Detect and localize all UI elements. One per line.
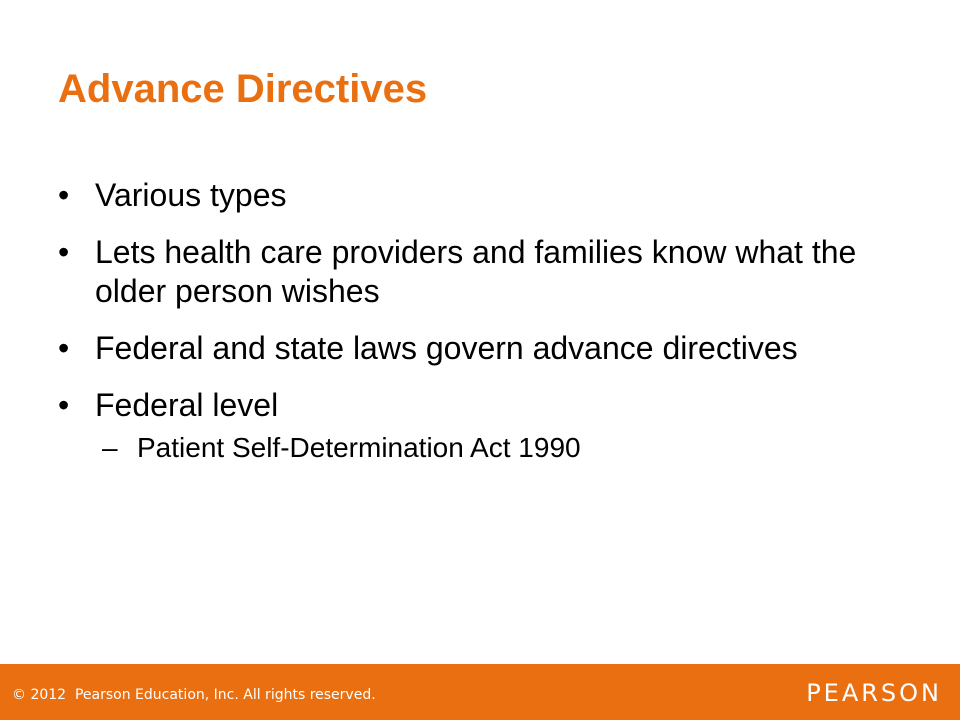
dash-icon: –: [102, 432, 118, 463]
footer-bar: [0, 664, 960, 720]
bullet-list: [58, 176, 918, 465]
copyright-notice: © 2012 Pearson Education, Inc. All rights reserved.: [12, 687, 376, 703]
bullet-dot-icon: •: [58, 177, 70, 213]
bullet-dot-icon: •: [58, 330, 70, 366]
bullet-item: [58, 233, 918, 311]
bullet-text: Federal level: [95, 387, 279, 423]
bullet-item: [58, 329, 918, 368]
bullet-dot-icon: •: [58, 387, 70, 423]
bullet-item: [58, 176, 918, 215]
sub-bullet-text: Patient Self-Determination Act 1990: [137, 432, 581, 463]
bullet-dot-icon: •: [58, 234, 70, 270]
bullet-text: Various types: [95, 177, 287, 213]
bullet-text: Lets health care providers and families know what the older person wishes: [95, 234, 857, 309]
bullet-text: Federal and state laws govern advance directives: [95, 330, 798, 366]
pearson-logo: PEARSON: [806, 679, 942, 707]
slide-title: Advance Directives: [58, 67, 428, 111]
sub-bullet-item: [58, 431, 918, 465]
bullet-item: [58, 386, 918, 425]
